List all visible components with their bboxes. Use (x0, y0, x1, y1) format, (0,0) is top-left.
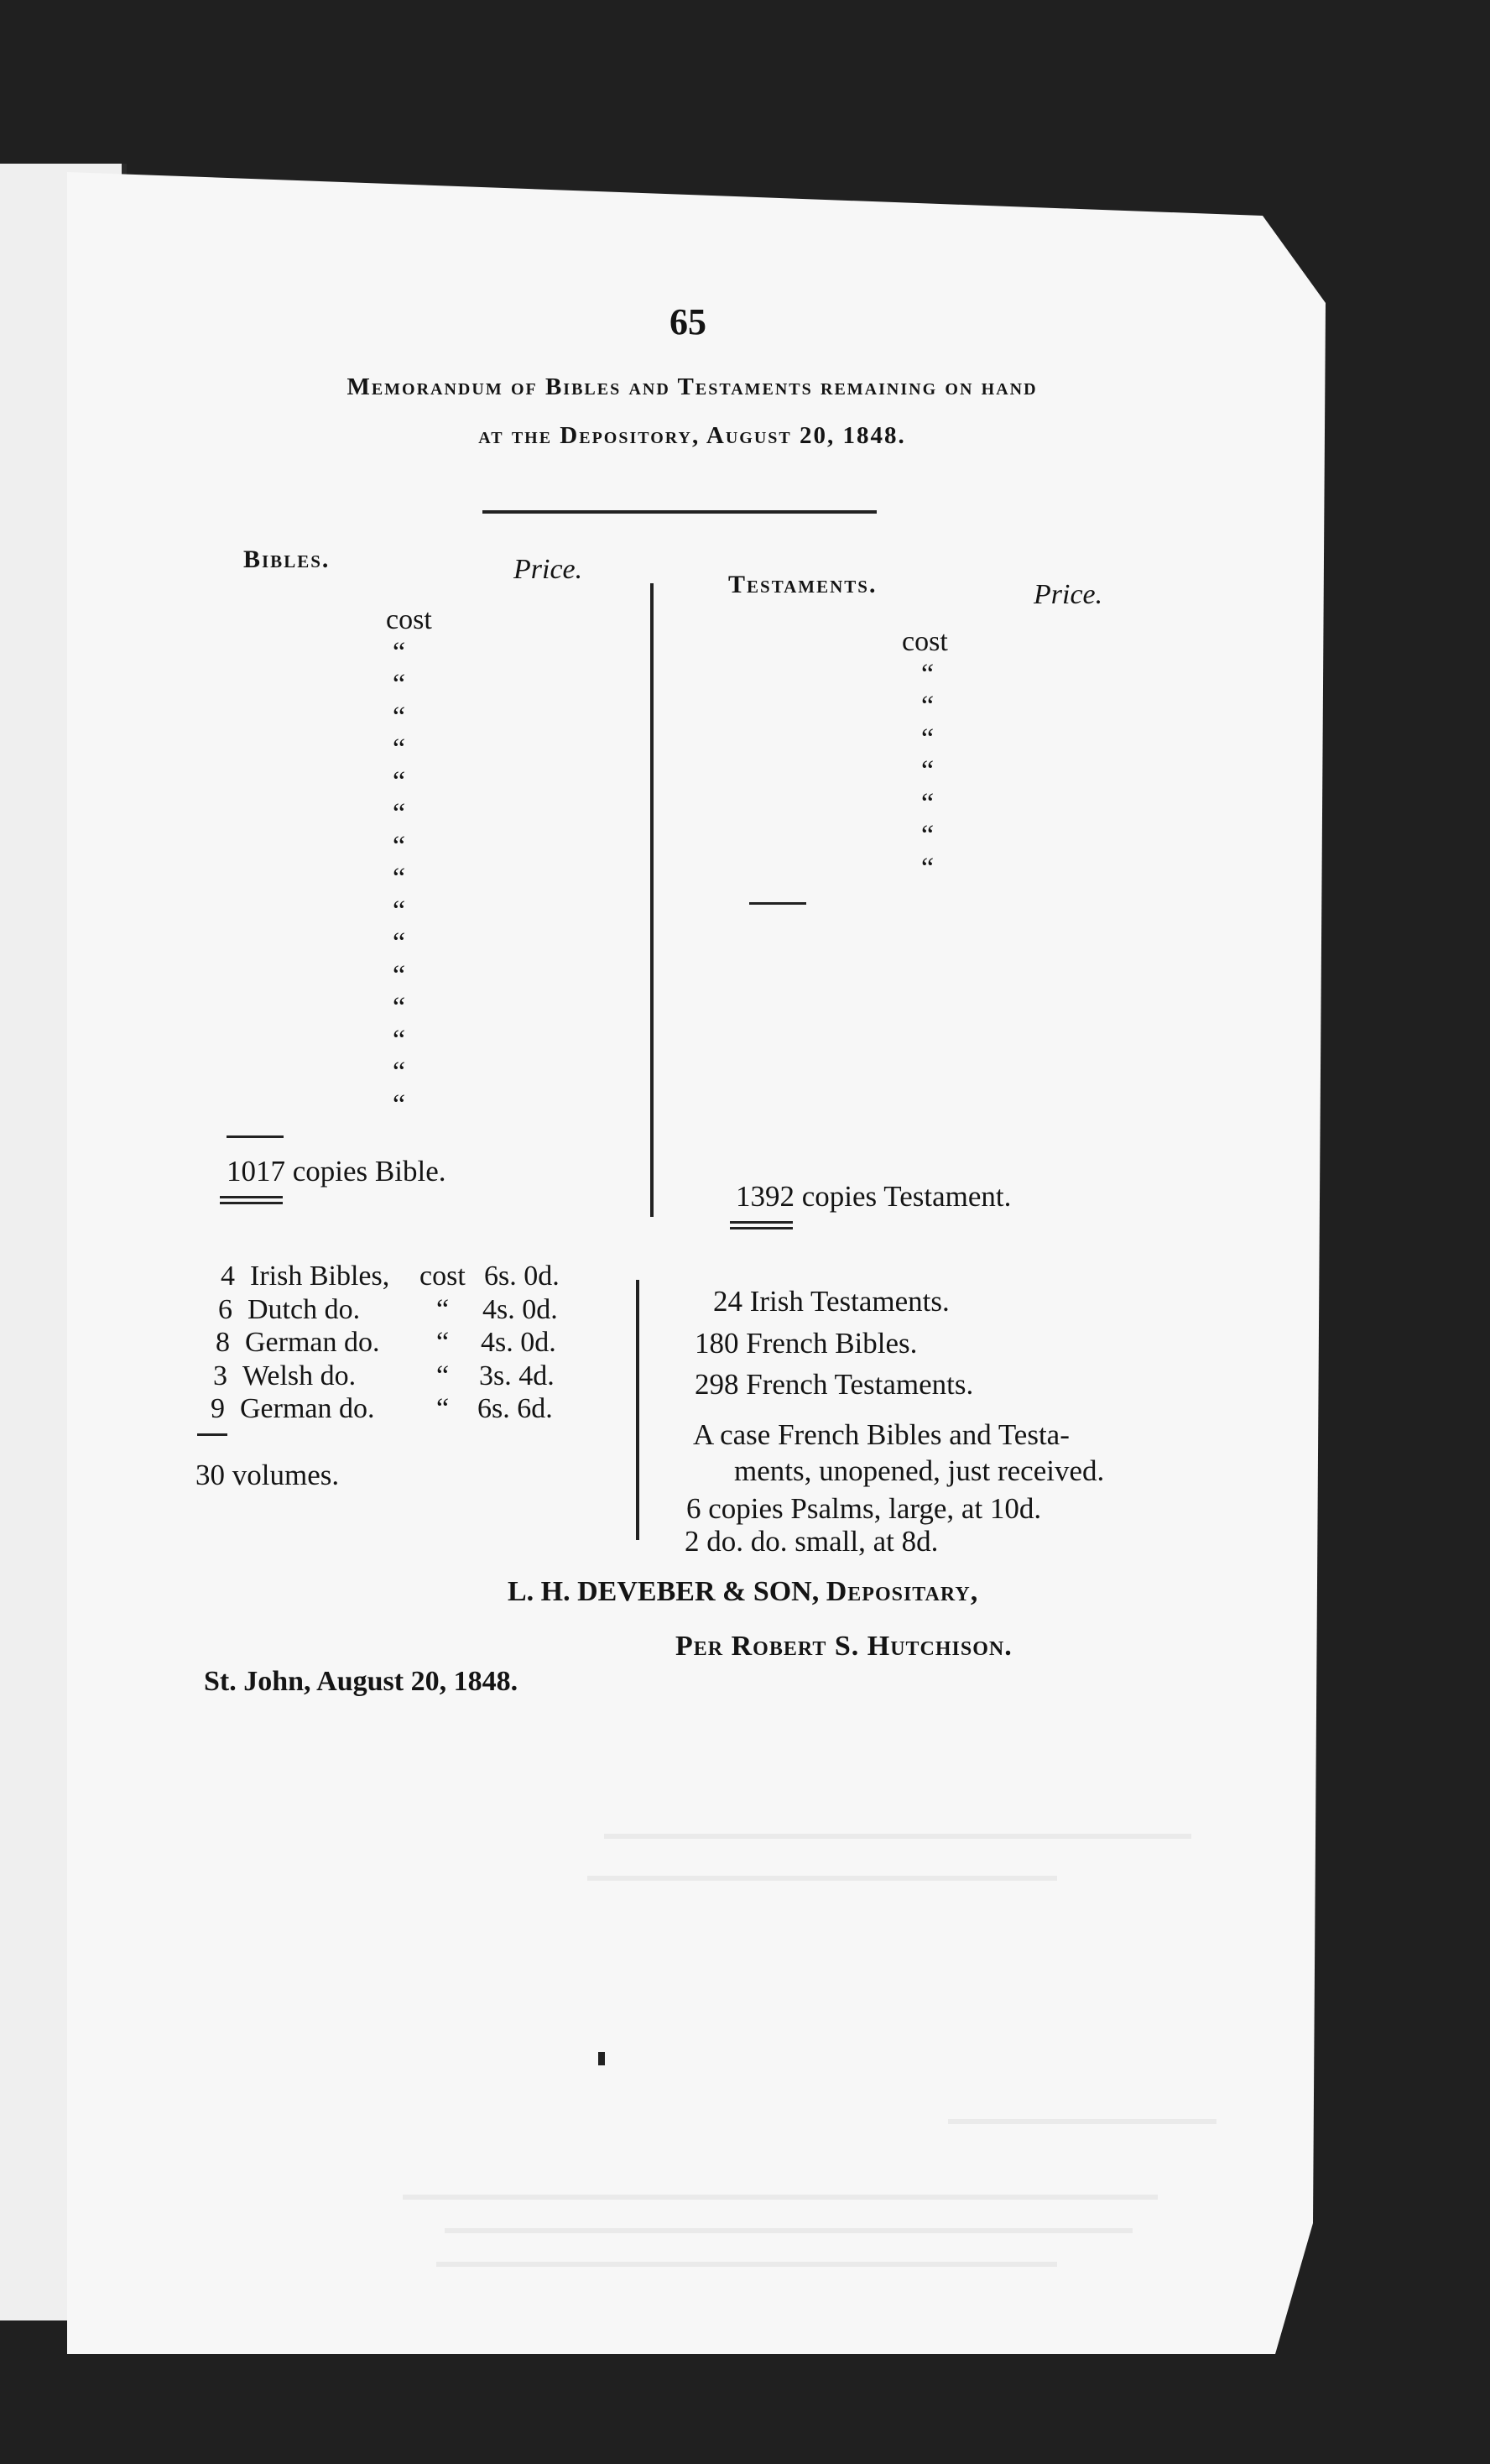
ditto-cell: “ (393, 765, 406, 797)
ditto-cell: “ (921, 852, 935, 884)
ditto-cell: “ (393, 1057, 406, 1088)
show-through (403, 2195, 1158, 2200)
ditto-cell: “ (393, 701, 406, 733)
price-cell: 3s. 4d. (479, 1360, 555, 1391)
ditto-cell: “ (393, 1088, 406, 1120)
firm-name: L. H. DEVEBER & SON, (508, 1576, 820, 1607)
ditto-cell: “ (921, 820, 935, 851)
testaments-total: 1392 copies Testament. (736, 1180, 1012, 1213)
price-cell: 4s. 0d. (481, 1327, 556, 1358)
ditto-cell: “ (921, 787, 935, 819)
foreign-sum-rule (197, 1433, 227, 1436)
qty-cell: 8 (216, 1327, 230, 1358)
place-date: St. John, August 20, 1848. (204, 1666, 518, 1697)
ditto-cell: “ (393, 895, 406, 927)
ditto-cell: “ (393, 669, 406, 700)
signature-per: Per Robert S. Hutchison. (675, 1631, 1013, 1662)
printer-mark (598, 2052, 605, 2065)
page-number: 65 (669, 301, 706, 342)
qty-cell: 6 (218, 1293, 232, 1325)
ditto-cell: “ (921, 723, 935, 754)
ditto-cell: “ (393, 959, 406, 991)
ditto-cell: “ (393, 798, 406, 829)
page-title (243, 363, 1141, 460)
ditto-cell: “ (436, 1293, 450, 1325)
other-item-7: 2 do. do. small, at 8d. (685, 1525, 939, 1558)
title-line-2: at the Depository, August 20, 1848. (478, 422, 906, 449)
show-through (604, 1834, 1191, 1839)
title-rule (482, 510, 877, 514)
name-cell: Irish Bibles, (250, 1261, 390, 1292)
show-through (436, 2262, 1057, 2267)
ditto-cell: “ (921, 658, 935, 690)
ditto-cell: “ (921, 755, 935, 786)
price-cell: 6s. 0d. (484, 1261, 560, 1292)
other-item-3: 298 French Testaments. (695, 1368, 974, 1401)
name-cell: Welsh do. (242, 1360, 357, 1391)
other-item-4: A case French Bibles and Testa- (693, 1418, 1070, 1451)
show-through (445, 2228, 1133, 2233)
ditto-cell: “ (436, 1360, 450, 1391)
testaments-total-underline (730, 1221, 793, 1224)
other-item-2: 180 French Bibles. (695, 1327, 918, 1360)
bibles-price-header: Price. (513, 554, 583, 585)
ditto-cell: “ (393, 863, 406, 894)
ditto-cell: “ (436, 1327, 450, 1358)
foreign-total: 30 volumes. (195, 1459, 340, 1491)
ditto-cell: “ (436, 1393, 450, 1424)
ditto-cell: “ (393, 830, 406, 862)
ditto-cell: “ (393, 992, 406, 1023)
ditto-cell: “ (921, 691, 935, 722)
show-through (587, 1876, 1057, 1881)
testaments-header: Testaments. (728, 571, 878, 598)
name-cell: German do. (240, 1393, 375, 1424)
other-item-6: 6 copies Psalms, large, at 10d. (686, 1492, 1042, 1525)
qty-cell: 9 (211, 1393, 225, 1424)
bibles-header: Bibles. (243, 546, 331, 573)
title-line-1: Memorandum of Bibles and Testaments remaining on hand (346, 373, 1038, 400)
ditto-cell: cost (419, 1261, 466, 1292)
price-cell: 6s. 6d. (477, 1393, 553, 1424)
bibles-total: 1017 copies Bible. (227, 1155, 446, 1188)
testaments-price-header: Price. (1034, 579, 1103, 610)
signature-firm (508, 1576, 978, 1608)
column-divider-bottom (636, 1280, 639, 1540)
other-item-5: ments, unopened, just received. (734, 1454, 1105, 1487)
show-through (948, 2119, 1216, 2124)
ditto-cell: “ (393, 1024, 406, 1056)
ditto-cell: “ (393, 927, 406, 958)
qty-cell: 4 (221, 1261, 235, 1292)
name-cell: Dutch do. (247, 1293, 361, 1325)
firm-role: Depositary, (826, 1576, 979, 1607)
column-divider-top (650, 583, 654, 1217)
ditto-cell: “ (393, 733, 406, 765)
ditto-cell: cost (902, 626, 948, 657)
qty-cell: 3 (213, 1360, 227, 1391)
ditto-cell: “ (393, 636, 406, 668)
testaments-sum-rule (749, 902, 806, 905)
ditto-cell: cost (386, 604, 432, 635)
name-cell: German do. (245, 1327, 380, 1358)
other-item-1: 24 Irish Testaments. (713, 1285, 950, 1318)
price-cell: 4s. 0d. (482, 1293, 558, 1325)
bibles-sum-rule (227, 1135, 284, 1138)
bibles-total-underline (220, 1196, 283, 1198)
